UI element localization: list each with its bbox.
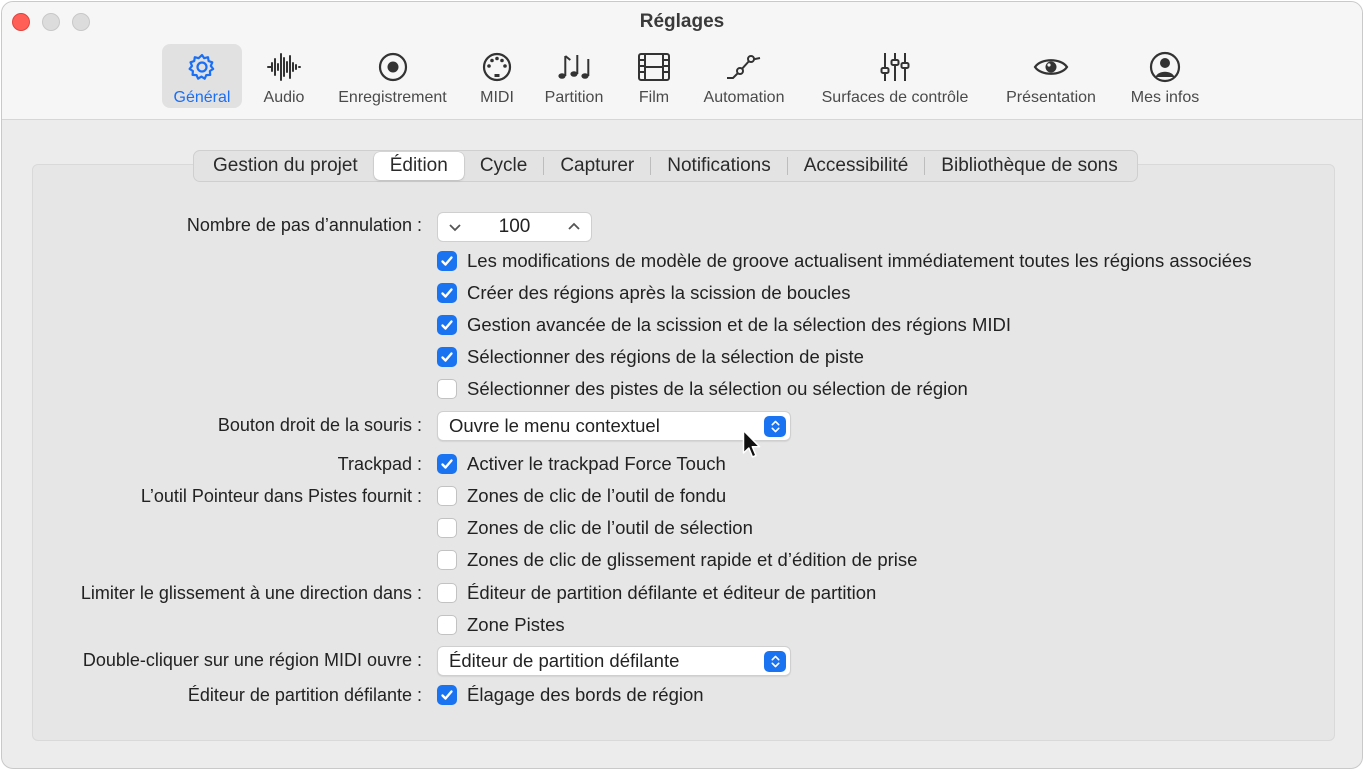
checkbox-label: Zone Pistes [467,614,565,635]
chevron-up-icon[interactable] [565,218,583,236]
checkmark-icon [440,457,454,471]
undo-steps-value[interactable]: 100 [498,216,531,237]
person-icon [1147,50,1183,84]
checkbox-row[interactable] [437,281,851,305]
toolbar-label: MIDI [480,89,514,106]
checkbox-create-regions-after-split[interactable] [437,283,457,303]
checkbox-select-regions-on-track[interactable] [437,347,457,367]
checkbox-groove-update[interactable] [437,251,457,271]
record-icon [375,50,411,84]
checkbox-advanced-midi-split[interactable] [437,315,457,335]
checkbox-row[interactable] [437,377,968,401]
toolbar-label: Audio [263,89,305,106]
checkbox-label: Zones de clic de glissement rapide et d’édition de prise [467,549,918,570]
checkbox-limit-tracks-area[interactable] [437,615,457,635]
tab-editing[interactable]: Édition [374,152,464,180]
checkbox-row[interactable] [437,581,876,605]
automation-curve-icon [726,50,762,84]
window-title: Réglages [639,11,725,32]
toolbar-recording[interactable] [330,44,455,108]
checkmark-icon [440,350,454,364]
toolbar-automation[interactable] [696,44,792,108]
double-click-value: Éditeur de partition défilante [449,650,680,671]
film-icon [636,50,672,84]
checkbox-select-tracks-on-region[interactable] [437,379,457,399]
checkbox-region-border-trimming[interactable] [437,685,457,705]
checkbox-label: Activer le trackpad Force Touch [467,453,726,474]
checkmark-icon [440,254,454,268]
toolbar-label: Enregistrement [338,89,447,106]
midi-port-icon [479,50,515,84]
gear-icon [184,50,220,84]
music-notes-icon [556,50,592,84]
checkbox-row[interactable] [437,313,1011,337]
toolbar-label: Mes infos [1130,89,1200,106]
toolbar-midi[interactable] [470,44,524,108]
right-mouse-label: Bouton droit de la souris : [217,415,422,435]
popup-arrows-icon[interactable] [764,651,786,672]
checkbox-row[interactable] [437,452,726,476]
toolbar-general[interactable] [162,44,242,108]
popup-arrows-icon[interactable] [764,416,786,437]
checkbox-label: Sélectionner des régions de la sélection de piste [467,346,864,367]
double-click-label: Double-cliquer sur une région MIDI ouvre : [82,650,422,670]
trackpad-label: Trackpad : [337,454,422,474]
tab-cycle[interactable]: Cycle [479,155,528,176]
checkbox-row[interactable] [437,484,726,508]
toolbar-label: Automation [703,89,785,106]
sliders-icon [877,50,913,84]
checkbox-marquee-tool-zones[interactable] [437,518,457,538]
checkbox-label: Sélectionner des pistes de la sélection ou sélection de région [467,378,968,399]
toolbar-display[interactable] [998,44,1104,108]
checkbox-row[interactable] [437,345,864,369]
checkbox-fade-tool-zones[interactable] [437,486,457,506]
undo-steps-label: Nombre de pas d’annulation : [186,215,422,235]
mouse-pointer-icon [742,429,762,461]
right-mouse-value: Ouvre le menu contextuel [449,415,660,436]
toolbar-my-info[interactable] [1122,44,1208,108]
checkbox-label: Zones de clic de l’outil de sélection [467,517,753,538]
toolbar-audio[interactable] [254,44,314,108]
toolbar-film[interactable] [626,44,682,108]
checkbox-limit-piano-roll[interactable] [437,583,457,603]
checkbox-quick-swipe-zones[interactable] [437,550,457,570]
toolbar-label: Surfaces de contrôle [821,89,969,106]
checkmark-icon [440,318,454,332]
checkbox-label: Les modifications de modèle de groove actualisent immédiatement toutes les régions associées [467,250,1252,271]
checkbox-label: Élagage des bords de région [467,684,704,705]
toolbar-label: Présentation [1006,89,1096,106]
checkbox-row[interactable] [437,516,753,540]
checkbox-label: Zones de clic de l’outil de fondu [467,485,727,506]
chevron-down-icon[interactable] [446,218,464,236]
tab-notifications[interactable]: Notifications [667,155,771,176]
checkmark-icon [440,688,454,702]
checkbox-row[interactable] [437,249,1252,273]
toolbar-label: Général [173,89,231,106]
waveform-icon [266,50,302,84]
checkbox-label: Gestion avancée de la scission et de la sélection des régions MIDI [467,314,1011,335]
settings-window [1,1,1363,769]
toolbar-control-surfaces[interactable] [810,44,980,108]
checkbox-label: Créer des régions après la scission de boucles [467,282,851,303]
tab-project-handling[interactable]: Gestion du projet [213,155,358,176]
checkmark-icon [440,286,454,300]
piano-roll-label: Éditeur de partition défilante : [187,685,422,705]
checkbox-force-touch[interactable] [437,454,457,474]
tab-accessibility[interactable]: Accessibilité [803,155,909,176]
checkbox-label: Éditeur de partition défilante et éditeur de partition [467,582,877,603]
titlebar [2,2,1362,120]
eye-icon [1033,50,1069,84]
tab-bar [193,150,1138,182]
limit-dragging-label: Limiter le glissement à une direction dans : [80,583,422,603]
tab-capture[interactable]: Capturer [560,155,635,176]
checkbox-row[interactable] [437,613,565,637]
toolbar-label: Film [638,89,670,106]
toolbar-label: Partition [544,89,604,106]
toolbar-score[interactable] [535,44,613,108]
double-click-popup[interactable] [437,646,791,676]
pointer-tool-label: L’outil Pointeur dans Pistes fournit : [140,486,422,506]
checkbox-row[interactable] [437,683,704,707]
right-mouse-popup[interactable] [437,411,791,441]
undo-steps-stepper[interactable] [437,212,592,242]
checkbox-row[interactable] [437,548,917,572]
tab-sound-library[interactable]: Bibliothèque de sons [941,155,1118,176]
